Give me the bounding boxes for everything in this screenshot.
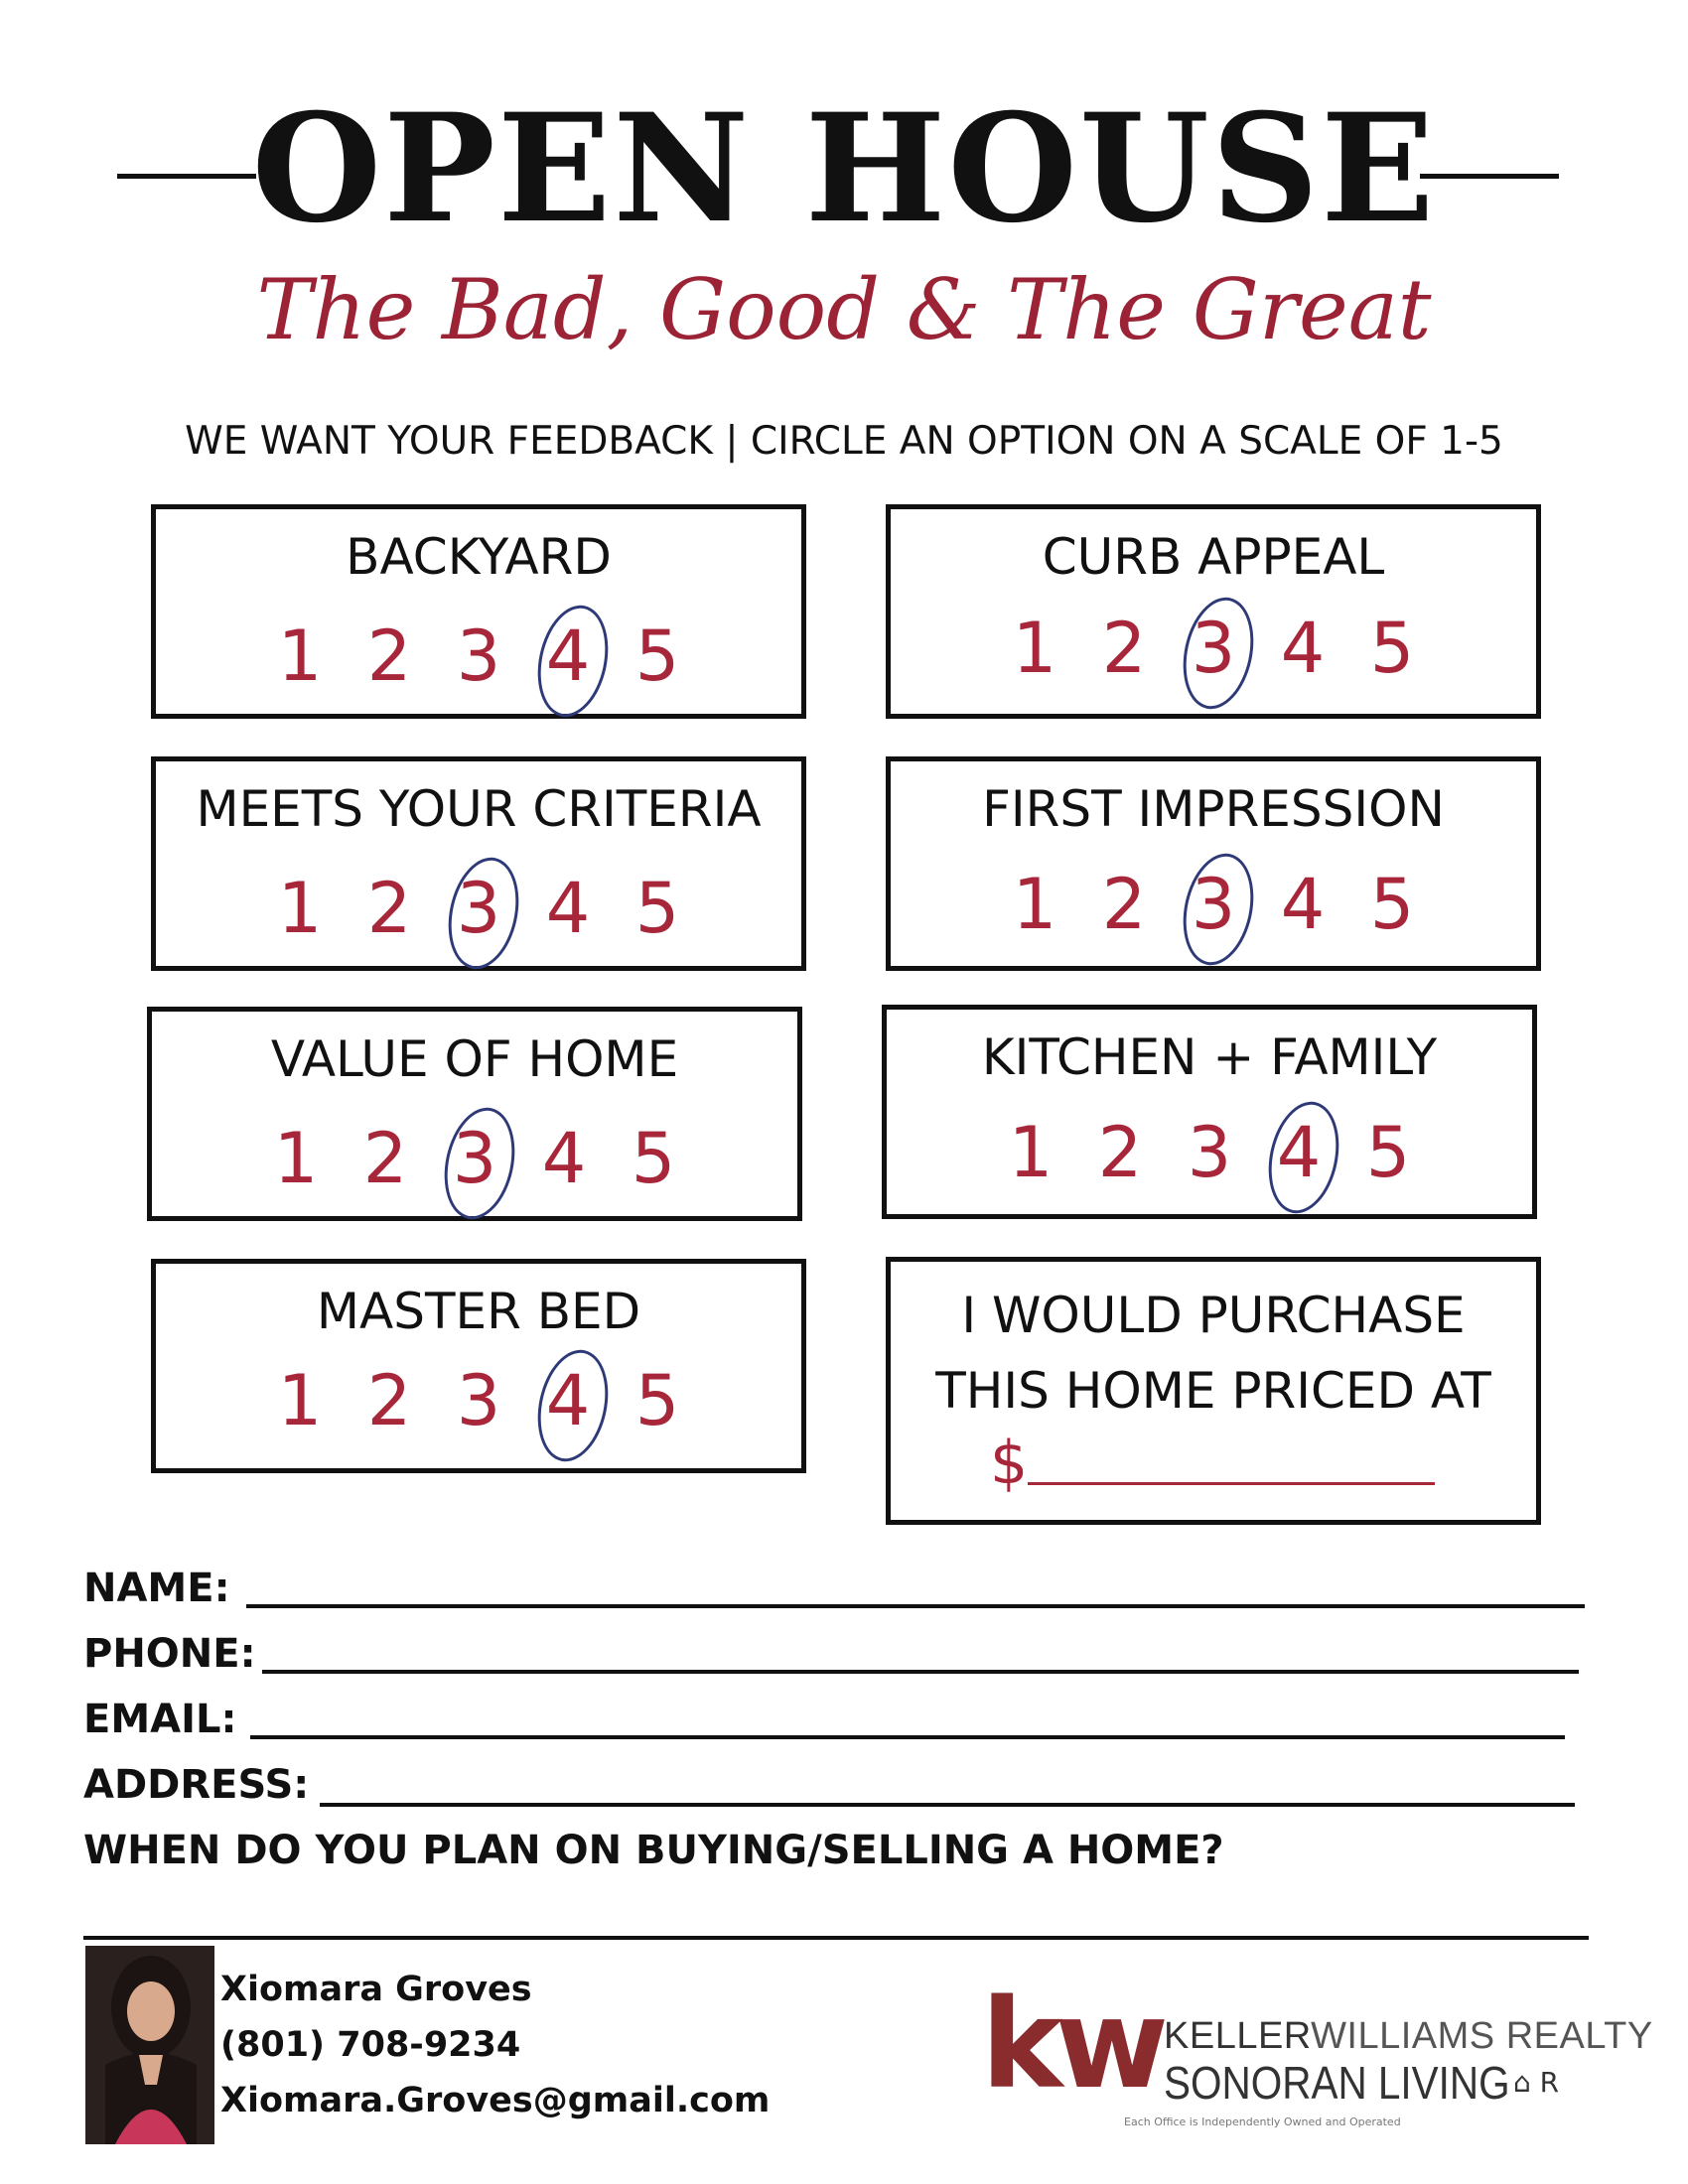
brokerage-name xyxy=(1164,2015,1653,2057)
rating-option[interactable]: 1 xyxy=(277,615,323,697)
rating-scale xyxy=(152,1119,797,1198)
address-label: ADDRESS: xyxy=(83,1762,310,1808)
brokerage-name-rest: WILLIAMS REALTY xyxy=(1311,2015,1653,2057)
rating-option[interactable]: 1 xyxy=(1012,608,1057,689)
purchase-prompt-line2: THIS HOME PRICED AT xyxy=(935,1362,1491,1420)
rating-option[interactable]: 5 xyxy=(634,868,680,949)
rating-option-selected[interactable]: 3 xyxy=(434,869,523,948)
rating-option-selected[interactable]: 3 xyxy=(1169,609,1258,688)
rating-label: CURB APPEAL xyxy=(1042,528,1385,586)
rating-label: KITCHEN + FAMILY xyxy=(981,1028,1438,1086)
rating-scale xyxy=(156,869,801,948)
rating-option[interactable]: 2 xyxy=(366,868,412,949)
rating-option[interactable]: 5 xyxy=(634,615,680,697)
rating-option[interactable]: 2 xyxy=(1097,1112,1143,1193)
rating-option-selected[interactable]: 3 xyxy=(430,1119,519,1198)
rating-option-selected[interactable]: 4 xyxy=(523,1361,613,1440)
rating-option[interactable]: 2 xyxy=(1101,608,1147,689)
instructions: WE WANT YOUR FEEDBACK | CIRCLE AN OPTION ON A SCALE OF 1-5 xyxy=(185,419,1503,464)
brokerage-office: SONORAN LIVING xyxy=(1164,2057,1510,2109)
brokerage-disclaimer: Each Office is Independently Owned and Operated xyxy=(1124,2116,1401,2128)
name-label: NAME: xyxy=(83,1566,230,1611)
rating-label: FIRST IMPRESSION xyxy=(982,780,1445,838)
rating-option[interactable]: 4 xyxy=(1280,608,1326,689)
rating-label: MEETS YOUR CRITERIA xyxy=(196,780,762,838)
rating-box-backyard xyxy=(151,504,806,719)
rating-label: VALUE OF HOME xyxy=(270,1030,679,1088)
rating-box-value-of-home xyxy=(147,1007,802,1221)
rating-scale xyxy=(891,609,1536,688)
agent-phone[interactable]: (801) 708-9234 xyxy=(220,2025,521,2065)
equal-housing-realtor-icon: ⌂ R xyxy=(1513,2066,1560,2099)
email-label: EMAIL: xyxy=(83,1697,237,1742)
rating-option[interactable]: 5 xyxy=(1369,608,1415,689)
timeline-field[interactable] xyxy=(83,1936,1589,1940)
rating-box-curb-appeal xyxy=(886,504,1541,719)
rating-option[interactable]: 1 xyxy=(1012,864,1057,945)
rating-option[interactable]: 3 xyxy=(456,1360,501,1441)
rating-option[interactable]: 1 xyxy=(277,868,323,949)
rating-option[interactable]: 4 xyxy=(545,868,591,949)
purchase-prompt-line1: I WOULD PURCHASE xyxy=(961,1287,1466,1344)
agent-email[interactable]: Xiomara.Groves@gmail.com xyxy=(220,2081,771,2120)
rating-option[interactable]: 1 xyxy=(1008,1112,1054,1193)
brokerage-name-bold: KELLER xyxy=(1164,2015,1312,2057)
rating-option[interactable]: 3 xyxy=(1187,1112,1232,1193)
rating-label: MASTER BED xyxy=(316,1283,641,1340)
rating-option[interactable]: 2 xyxy=(1101,864,1147,945)
page-title: OPEN HOUSE xyxy=(251,81,1437,256)
rating-option[interactable]: 2 xyxy=(366,615,412,697)
phone-field[interactable] xyxy=(262,1670,1579,1674)
rating-option[interactable]: 1 xyxy=(273,1118,319,1199)
rating-option[interactable]: 3 xyxy=(456,615,501,697)
rating-box-first-impression xyxy=(886,756,1541,971)
rating-scale xyxy=(891,865,1536,944)
rating-option[interactable]: 5 xyxy=(1365,1112,1411,1193)
rating-option-selected[interactable]: 3 xyxy=(1169,865,1258,944)
timeline-question: WHEN DO YOU PLAN ON BUYING/SELLING A HOME? xyxy=(83,1828,1224,1873)
price-currency: $ xyxy=(990,1429,1029,1498)
rating-option-selected[interactable]: 4 xyxy=(523,616,613,696)
email-field[interactable] xyxy=(250,1735,1565,1739)
rating-option[interactable]: 5 xyxy=(631,1118,676,1199)
rating-option[interactable]: 2 xyxy=(362,1118,408,1199)
rating-scale xyxy=(887,1113,1532,1192)
purchase-prompt xyxy=(907,1278,1520,1429)
page-subtitle: The Bad, Good & The Great xyxy=(256,261,1432,358)
rating-option-selected[interactable]: 4 xyxy=(1254,1113,1343,1192)
agent-name: Xiomara Groves xyxy=(220,1970,532,2009)
rating-scale xyxy=(156,616,801,696)
kw-logo: kw xyxy=(981,1974,1162,2116)
address-field[interactable] xyxy=(320,1803,1575,1807)
name-field[interactable] xyxy=(246,1604,1585,1608)
rating-label: BACKYARD xyxy=(346,528,612,586)
rating-option[interactable]: 5 xyxy=(1369,864,1415,945)
rating-option[interactable]: 2 xyxy=(366,1360,412,1441)
rating-box-kitchen-family xyxy=(882,1005,1537,1219)
rating-option[interactable]: 4 xyxy=(541,1118,587,1199)
rating-scale xyxy=(156,1361,801,1440)
price-input-line[interactable] xyxy=(1028,1482,1435,1485)
agent-photo xyxy=(85,1946,214,2144)
rating-option[interactable]: 4 xyxy=(1280,864,1326,945)
rating-option[interactable]: 5 xyxy=(634,1360,680,1441)
rating-box-meets-criteria xyxy=(151,756,806,971)
rating-box-master-bed xyxy=(151,1259,806,1473)
rating-option[interactable]: 1 xyxy=(277,1360,323,1441)
purchase-price-box xyxy=(886,1257,1541,1525)
phone-label: PHONE: xyxy=(83,1631,256,1677)
